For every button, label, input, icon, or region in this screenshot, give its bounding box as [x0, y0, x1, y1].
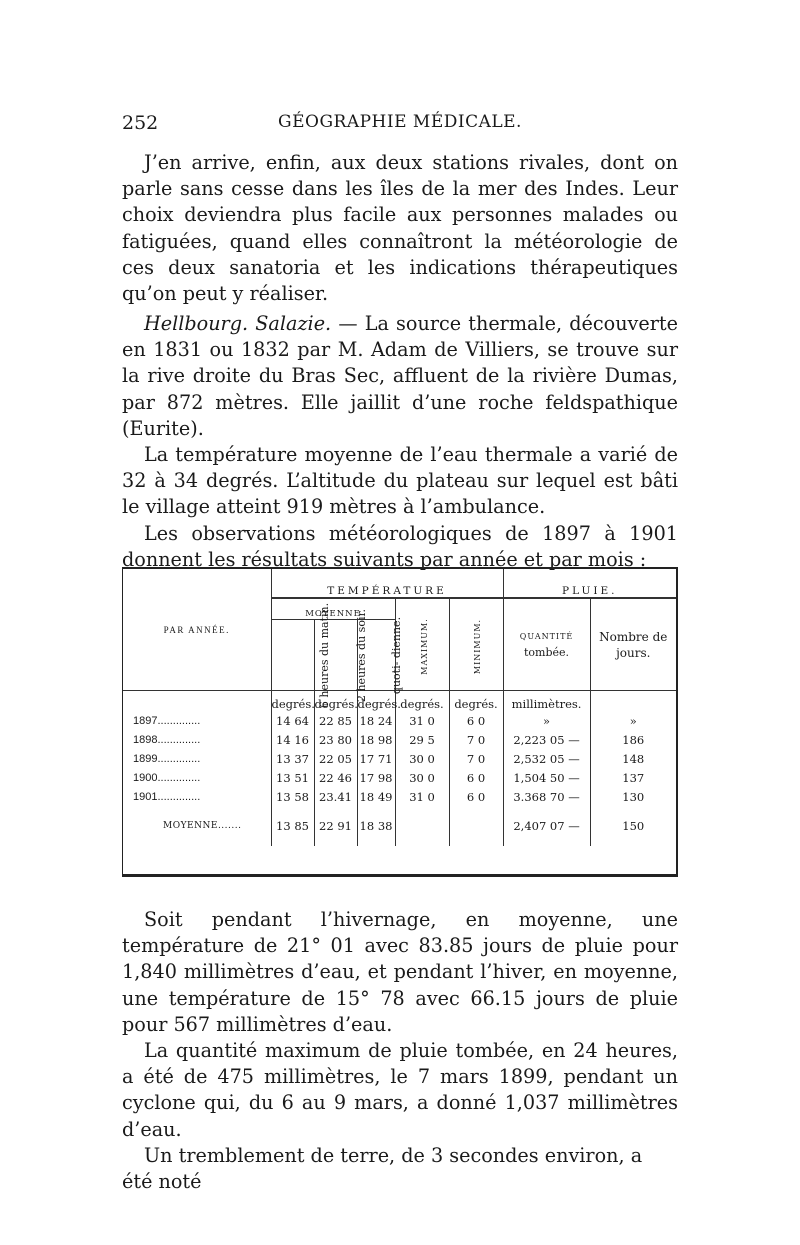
t2-cell: 23.41	[314, 787, 357, 806]
qty-cell: 2,532 05 —	[503, 749, 590, 768]
max-cell: 30 0	[395, 768, 449, 787]
days-cell: 137	[590, 768, 676, 787]
unit-cell: millimètres.	[503, 691, 590, 712]
t6-cell: 14 16	[271, 730, 314, 749]
qty-cell: »	[503, 711, 590, 730]
quantite-label: QUANTITÉ	[519, 632, 574, 641]
min-cell: 6 0	[449, 768, 503, 787]
tq-cell: 17 71	[357, 749, 395, 768]
t2-cell: 22 46	[314, 768, 357, 787]
max-cell: 31 0	[395, 711, 449, 730]
qty-cell: 3.368 70 —	[503, 787, 590, 806]
days-cell: 150	[590, 806, 676, 846]
intro-paragraph: J’en arrive, enfin, aux deux stations rivales, dont on parle sans cesse dans les îles de la mer des Indes. Leur choix deviendra plus facile aux personnes malades ou fatiguées, quand elles connaîtront la météorologie de ces deux sanatoria et les indications thérapeutiques qu’on peut y réaliser.	[122, 151, 678, 306]
table-row	[123, 711, 676, 730]
year-cell: 1900..............	[133, 771, 201, 784]
days-cell: 186	[590, 730, 676, 749]
min-header: MINIMUM.	[449, 598, 503, 691]
max-cell	[395, 806, 449, 846]
t6-cell: 14 64	[271, 711, 314, 730]
intro-block	[122, 150, 678, 307]
moyenne-label: MOYENNE.......	[163, 821, 242, 831]
col-year-header: PAR ANNÉE.	[163, 624, 230, 635]
table-row	[123, 787, 676, 806]
pluie-group-header: PLUIE.	[503, 569, 676, 598]
t2-cell: 22 85	[314, 711, 357, 730]
page-header	[122, 112, 678, 142]
t6-cell: 13 85	[271, 806, 314, 846]
year-cell: 1901..............	[133, 790, 201, 803]
h2-header: 2 heures du soir.	[314, 620, 357, 691]
year-cell: 1899..............	[133, 752, 201, 765]
moyenne-subheader: MOYENNE	[271, 598, 395, 620]
tq-cell: 18 98	[357, 730, 395, 749]
min-cell	[449, 806, 503, 846]
hellbourg-text: — La source thermale, découverte en 1831 ou 1832 par M. Adam de Villiers, se trouve sur la rive droite du Bras Sec, affluent de la rivière Dumas, par 872 mètres. Elle jaillit d’une roche feldspathique (Eurite).	[122, 312, 678, 440]
tremblement-paragraph: Un tremblement de terre, de 3 secondes environ, a été noté	[122, 1143, 643, 1194]
nombre-jours-header: Nombre de jours.	[590, 598, 676, 691]
max-header: MAXIMUM.	[395, 598, 449, 691]
observations-paragraph: Les observations météorologiques de 1897 à 1901 donnent les résultats suivants par année et par mois :	[122, 521, 678, 571]
t2-cell: 22 91	[314, 806, 357, 846]
unit-cell: degrés.	[395, 691, 449, 712]
tq-cell: 18 49	[357, 787, 395, 806]
meteo-table	[123, 569, 676, 846]
unit-cell: degrés.	[357, 691, 395, 712]
t6-cell: 13 37	[271, 749, 314, 768]
qty-cell: 1,504 50 —	[503, 768, 590, 787]
tq-cell: 17 98	[357, 768, 395, 787]
unit-cell: degrés.	[271, 691, 314, 712]
year-cell: 1897..............	[133, 714, 201, 727]
hellbourg-paragraph	[122, 311, 678, 442]
hivernage-paragraph: Soit pendant l’hivernage, en moyenne, une température de 21° 01 avec 83.85 jours de pluie pour 1,840 millimètres d’eau, et pendant l’hiver, en moyenne, une température de 15° 78 avec 66.15 jours de pluie pour 567 millimètres d’eau.	[122, 908, 678, 1036]
tombee-label: tombée.	[524, 646, 570, 659]
days-cell: 148	[590, 749, 676, 768]
t2-cell: 23 80	[314, 730, 357, 749]
t6-cell: 13 58	[271, 787, 314, 806]
table-row	[123, 768, 676, 787]
qty-cell: 2,223 05 —	[503, 730, 590, 749]
qty-cell: 2,407 07 —	[503, 806, 590, 846]
year-cell: 1898..............	[133, 733, 201, 746]
min-cell: 6 0	[449, 787, 503, 806]
unit-cell: degrés.	[449, 691, 503, 712]
quantite-header	[503, 598, 590, 691]
max-cell: 31 0	[395, 787, 449, 806]
unit-cell	[590, 691, 676, 712]
hellbourg-heading: Hellbourg. Salazie.	[144, 312, 332, 335]
min-cell: 6 0	[449, 711, 503, 730]
cyclone-paragraph: La quantité maximum de pluie tombée, en 24 heures, a été de 475 millimètres, le 7 mars 1899, pendant un cyclone qui, du 6 au 9 mars, a donné 1,037 millimètres d’eau.	[122, 1039, 678, 1141]
hellbourg-block	[122, 311, 678, 573]
max-cell: 30 0	[395, 749, 449, 768]
running-title: GÉOGRAPHIE MÉDICALE.	[278, 112, 522, 132]
page-number: 252	[122, 112, 159, 134]
meteo-table-frame	[122, 567, 678, 877]
tq-cell: 18 24	[357, 711, 395, 730]
tq-cell: 18 38	[357, 806, 395, 846]
min-cell: 7 0	[449, 730, 503, 749]
moyenne-row	[123, 806, 676, 846]
max-cell: 29 5	[395, 730, 449, 749]
temperature-group-header: TEMPÉRATURE	[271, 569, 503, 598]
unit-cell: degrés.	[314, 691, 357, 712]
t2-cell: 22 05	[314, 749, 357, 768]
table-row	[123, 749, 676, 768]
h6-header: 6 heures du matin.	[271, 620, 314, 691]
quotidienne-header: quoti- dienne.	[357, 620, 395, 691]
conclusion-block	[122, 907, 678, 1195]
temperature-paragraph: La température moyenne de l’eau thermale a varié de 32 à 34 degrés. L’altitude du plateau sur lequel est bâti le village atteint 919 mètres à l’ambulance.	[122, 443, 678, 519]
table-row	[123, 730, 676, 749]
days-cell: »	[590, 711, 676, 730]
min-cell: 7 0	[449, 749, 503, 768]
t6-cell: 13 51	[271, 768, 314, 787]
days-cell: 130	[590, 787, 676, 806]
